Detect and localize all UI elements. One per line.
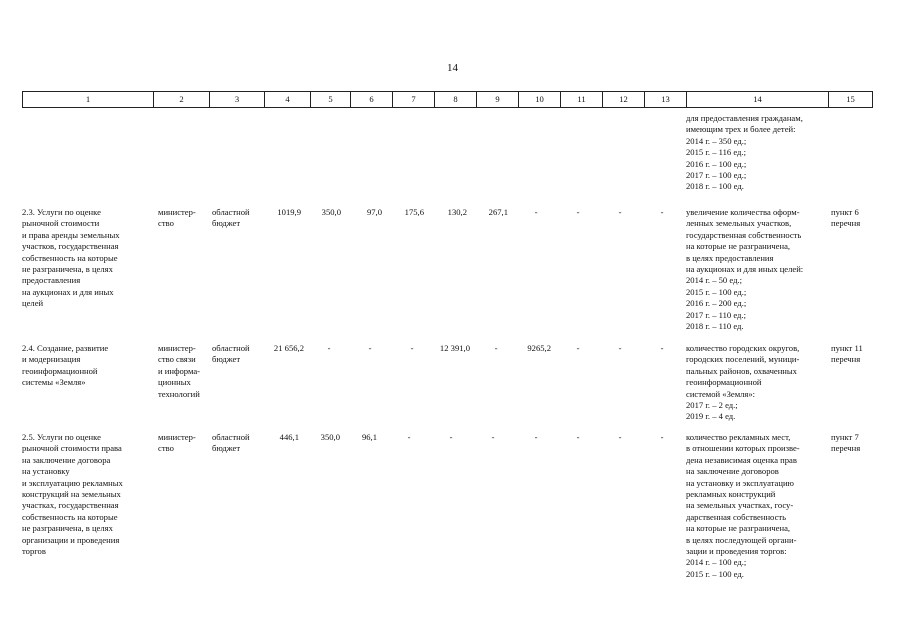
header-col-12: 12 — [602, 92, 644, 107]
header-col-2: 2 — [153, 92, 209, 107]
row-value-2022: - — [660, 343, 664, 353]
row-name: 2.5. Услуги по оценке рыночной стоимости права на заключение договора на установку и эксплуатацию рекламных конструкций на земельных участках, государственная собственность на которые не разграничена, в целях организации и проведения торгов — [22, 432, 123, 557]
header-col-1: 1 — [85, 94, 91, 104]
row-value-2018: - — [494, 343, 498, 353]
row-value-2014: 350,0 — [320, 432, 340, 442]
header-col-3: 3 — [209, 92, 264, 107]
row-value-2019: - — [534, 432, 538, 442]
header-col-9: 9 — [476, 92, 518, 107]
row-value-2021: - — [618, 207, 622, 217]
header-col-6: 6 — [350, 92, 392, 107]
row-value-2018: 267,1 — [488, 207, 508, 217]
row-funding-source: областной бюджет — [212, 432, 250, 454]
row-executor: министер- ство — [158, 207, 196, 229]
row-value-2021: - — [618, 343, 622, 353]
row-value-2019: 9265,2 — [527, 343, 551, 353]
row-value-2019: - — [534, 207, 538, 217]
row-result: увеличение количества оформ- ленных земельных участков, государственная собственность на которые не разграничена, в целях предоставления на аукционах и для иных целей: 2014 г. – 50 ед.; 2015 г. – 100 ед.; 2016 г. – 200 ед.; 2017 г. – 110 ед.; 2018 г. – 110 ед. — [686, 207, 804, 332]
row-value-2016: - — [410, 343, 414, 353]
header-col-14: 14 — [686, 92, 828, 107]
header-col-10: 10 — [518, 92, 560, 107]
row-result: количество рекламных мест, в отношении которых произве- дена независимая оценка прав на заключение договоров на установку и эксплуатацию рекламных конструкций на земельных участках, госу- дарственная собственность на которые не разграничена, в целях последующей органи- зации и проведения торгов: 2014 г. – 100 ед.; 2015 г. – 100 ед. — [686, 432, 800, 579]
row-reference: пункт 11 перечня — [831, 343, 863, 365]
row-value-2022: - — [660, 207, 664, 217]
row-value-2016: 175,6 — [404, 207, 424, 217]
row-value-2016: - — [407, 432, 411, 442]
row-value-2021: - — [618, 432, 622, 442]
row-value-2015: - — [368, 343, 372, 353]
row-value-2020: - — [576, 343, 580, 353]
row-funding-source: областной бюджет — [212, 343, 250, 365]
header-col-7: 7 — [392, 92, 434, 107]
header-col-8: 8 — [434, 92, 476, 107]
row-value-2014: - — [327, 343, 331, 353]
row-total: 446,1 — [279, 432, 299, 442]
row-value-2018: - — [491, 432, 495, 442]
column-number-header — [22, 91, 873, 108]
row-reference: пункт 6 перечня — [831, 207, 861, 229]
page-number: 14 — [447, 62, 458, 74]
row-value-2014: 350,0 — [321, 207, 341, 217]
row-executor: министер- ство — [158, 432, 196, 454]
header-col-5: 5 — [310, 92, 350, 107]
row-total: 21 656,2 — [273, 343, 304, 353]
row-value-2017: - — [449, 432, 453, 442]
row-name: 2.3. Услуги по оценке рыночной стоимости и права аренды земельных участков, государственная собственность на которые не разграничена, в целях предоставления на аукционах и для иных целей — [22, 207, 120, 309]
row-name: 2.4. Создание, развитие и модернизация геоинформационной системы «Земля» — [22, 343, 109, 388]
row-result: количество городских округов, городских поселений, муници- пальных районов, охваченных геоинформационной системой «Земля»: 2017 г. – 2 ед.; 2019 г. – 4 ед. — [686, 343, 800, 422]
row-value-2015: 97,0 — [366, 207, 382, 217]
header-col-4: 4 — [264, 92, 310, 107]
row-value-2020: - — [576, 432, 580, 442]
row-reference: пункт 7 перечня — [831, 432, 861, 454]
row-value-2015: 96,1 — [361, 432, 377, 442]
row-value-2017: 130,2 — [447, 207, 467, 217]
header-col-15: 15 — [828, 92, 872, 107]
continuation-result-text: для предоставления гражданам, имеющим трех и более детей: 2014 г. – 350 ед.; 2015 г. – 116 ед.; 2016 г. – 100 ед.; 2017 г. – 100 ед.; 2018 г. – 100 ед. — [686, 113, 803, 192]
header-col-11: 11 — [560, 92, 602, 107]
row-total: 1019,9 — [277, 207, 301, 217]
row-funding-source: областной бюджет — [212, 207, 250, 229]
row-value-2017: 12 391,0 — [439, 343, 470, 353]
header-col-13: 13 — [644, 92, 686, 107]
row-value-2020: - — [576, 207, 580, 217]
row-value-2022: - — [660, 432, 664, 442]
row-executor: министер- ство связи и информа- ционных технологий — [158, 343, 201, 399]
